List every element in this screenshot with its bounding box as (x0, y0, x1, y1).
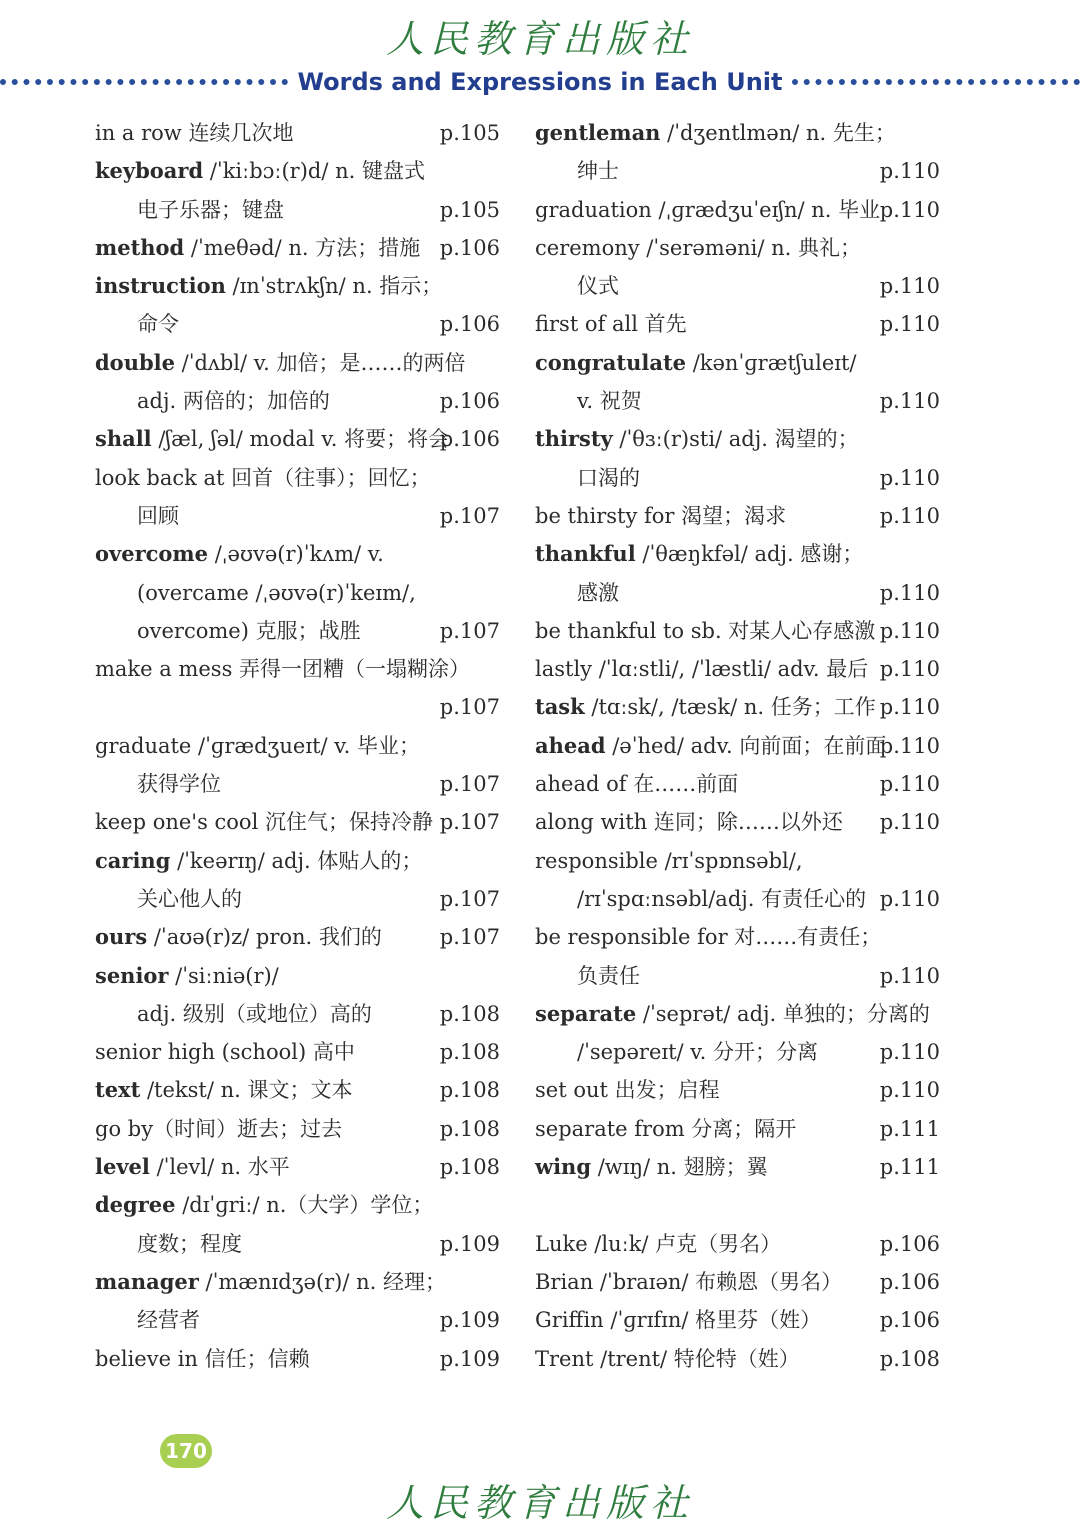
vocab-line (95, 191, 505, 229)
definition: lastly /ˈlɑːstli/, /ˈlæstli/ adv. 最后 (535, 657, 869, 682)
page-reference: p.106 (879, 1269, 940, 1294)
definition: be thankful to sb. 对某人心存感激 (535, 618, 876, 643)
headword: degree (95, 1192, 176, 1218)
vocab-line (535, 1225, 945, 1263)
page-reference: p.106 (439, 312, 500, 337)
definition: graduation /ˌɡrædʒuˈeɪʃn/ n. 毕业 (535, 197, 881, 222)
definition: adj. 级别（或地位）高的 (137, 1001, 372, 1026)
vocab-entry-text (535, 581, 619, 605)
definition: be responsible for 对……有责任； (535, 925, 882, 950)
vocab-line (95, 574, 505, 612)
definition: Luke /luːk/ 卢克（男名） (535, 1231, 782, 1256)
vocab-entry-text (535, 504, 786, 528)
header-dots-left (0, 79, 288, 85)
page-reference: p.111 (879, 1116, 940, 1141)
vocab-entry-text (95, 1193, 433, 1217)
definition: /dɪˈɡriː/ n.（大学）学位； (175, 1193, 434, 1218)
vocab-line (535, 803, 945, 841)
vocab-line (535, 497, 945, 535)
vocab-entry-text (535, 1078, 720, 1102)
definition: /ˈlevl/ n. 水平 (149, 1155, 290, 1180)
page-reference: p.110 (879, 465, 940, 490)
vocab-entry-text (95, 772, 221, 796)
vocab-line (95, 420, 505, 458)
page-reference: p.108 (439, 1078, 500, 1103)
vocab-line (535, 344, 945, 382)
definition: /ˈsiːniə(r)/ (168, 963, 279, 988)
page-reference: p.110 (879, 580, 940, 605)
vocab-entry-text (535, 619, 875, 643)
vocab-line (95, 918, 505, 956)
definition: in a row 连续几次地 (95, 121, 294, 145)
vocab-entry-text (535, 657, 868, 681)
vocab-entry-text (95, 312, 179, 336)
vocab-line (95, 1186, 505, 1224)
vocab-line (535, 1071, 945, 1109)
definition: /wɪŋ/ n. 翅膀；翼 (591, 1155, 768, 1180)
vocab-entry-text (535, 1002, 930, 1026)
vocab-line (535, 1033, 945, 1071)
headword: congratulate (535, 349, 687, 375)
headword: text (95, 1077, 141, 1103)
page-reference: p.109 (439, 1308, 500, 1333)
vocab-entry-text (95, 619, 361, 643)
page-reference: p.110 (879, 772, 940, 797)
vocab-entry-text (535, 964, 640, 988)
vocab-line (535, 535, 945, 573)
definition: first of all 首先 (535, 312, 687, 337)
vocab-entry-text (95, 1155, 290, 1179)
vocab-line (95, 995, 505, 1033)
page-reference: p.107 (439, 772, 500, 797)
headword: double (95, 349, 175, 375)
definition: 感激 (577, 580, 619, 605)
page-reference: p.105 (439, 197, 500, 222)
page-reference: p.107 (439, 886, 500, 911)
vocab-entry-text (95, 351, 465, 375)
definition: /ˈθɜː(r)sti/ adj. 渴望的； (612, 427, 859, 452)
vocab-entry-text (535, 312, 687, 336)
vocab-entry-text (535, 351, 857, 375)
headword: method (95, 234, 185, 260)
definition: 仪式 (577, 274, 619, 299)
vocab-entry-text (95, 581, 416, 605)
vocab-entry-text (535, 236, 861, 260)
vocab-entry-text (95, 849, 422, 873)
definition: graduate /ˈɡrædʒueɪt/ v. 毕业； (95, 733, 420, 758)
vocab-line (95, 880, 505, 918)
vocab-entry-text (535, 925, 881, 949)
vocab-line (95, 497, 505, 535)
definition: /ˈkeərɪŋ/ adj. 体贴人的； (170, 848, 423, 873)
vocab-line (95, 114, 505, 152)
vocab-entry-text (95, 542, 384, 566)
vocab-entry-text (95, 1002, 372, 1026)
definition: along with 连同；除……以外还 (535, 810, 843, 835)
headword: ours (95, 924, 148, 950)
vocab-entry-text (535, 1347, 800, 1371)
vocab-entry-text (95, 734, 420, 758)
definition: /ˈsepəreɪt/ v. 分开；分离 (577, 1040, 819, 1065)
definition: /rɪˈspɑːnsəbl/adj. 有责任心的 (577, 886, 867, 911)
vocab-line (95, 305, 505, 343)
vocab-line (535, 957, 945, 995)
definition: /kənˈɡrætʃuleɪt/ (686, 350, 857, 375)
page-reference: p.106 (439, 427, 500, 452)
definition: /ˈmænɪdʒə(r)/ n. 经理； (198, 1269, 447, 1294)
page-reference: p.110 (879, 695, 940, 720)
definition: /tɑːsk/, /tæsk/ n. 任务；工作 (584, 695, 876, 720)
vocab-line (95, 459, 505, 497)
vocab-entry-text (95, 1347, 310, 1371)
vocab-line (95, 1263, 505, 1301)
vocab-line (535, 918, 945, 956)
definition: adj. 两倍的；加倍的 (137, 389, 330, 414)
definition: Brian /ˈbraɪən/ 布赖恩（男名） (535, 1269, 843, 1294)
vocab-line (535, 1263, 945, 1301)
page-reference: p.111 (879, 1155, 940, 1180)
page-reference: p.110 (879, 274, 940, 299)
definition: 命令 (137, 312, 179, 337)
definition: be thirsty for 渴望；渴求 (535, 503, 787, 528)
vocab-entry-text (535, 389, 642, 413)
vocab-line (95, 1110, 505, 1148)
page-reference: p.109 (439, 1346, 500, 1371)
page-reference: p.110 (879, 503, 940, 528)
definition: 负责任 (577, 963, 640, 988)
page-reference: p.110 (879, 197, 940, 222)
vocab-entry-text (95, 810, 433, 834)
definition: 绅士 (577, 159, 619, 184)
headword: instruction (95, 273, 226, 299)
vocab-line (95, 765, 505, 803)
headword: wing (535, 1154, 592, 1180)
definition: 度数；程度 (137, 1231, 242, 1256)
headword: thankful (535, 541, 636, 567)
page-reference: p.106 (879, 1308, 940, 1333)
vocab-line (535, 152, 945, 190)
right-column (535, 114, 945, 1378)
vocab-line (95, 229, 505, 267)
page-reference: p.107 (439, 925, 500, 950)
vocab-entry-text (535, 734, 886, 758)
vocab-line (535, 191, 945, 229)
definition: 回顾 (137, 503, 179, 528)
page-reference: p.107 (439, 503, 500, 528)
definition: believe in 信任；信赖 (95, 1346, 310, 1371)
headword: level (95, 1154, 150, 1180)
vocab-entry-text (95, 389, 330, 413)
definition: /ˈθæŋkfəl/ adj. 感谢； (635, 542, 864, 567)
definition: /ˌəʊvə(r)ˈkʌm/ v. (208, 542, 384, 567)
vocab-line (95, 344, 505, 382)
vocab-entry-text (535, 1232, 781, 1256)
vocab-entry-text (535, 772, 738, 796)
definition: /ˈmeθəd/ n. 方法；措施 (184, 235, 421, 260)
vocab-entry-text (95, 159, 425, 183)
vocab-entry-text (535, 1040, 818, 1064)
headword: gentleman (535, 120, 661, 145)
vocab-line (535, 1148, 945, 1186)
headword: caring (95, 847, 171, 873)
vocab-line (535, 114, 945, 152)
page-reference: p.108 (439, 1040, 500, 1065)
definition: 关心他人的 (137, 886, 242, 911)
definition: /ˈkiːbɔː(r)d/ n. 键盘式 (203, 159, 425, 184)
vocab-entry-text (535, 542, 863, 566)
vocab-line (535, 842, 945, 880)
vocab-entry-text (95, 198, 284, 222)
vocab-line (95, 842, 505, 880)
vocab-line (535, 574, 945, 612)
vocab-entry-text (535, 1155, 768, 1179)
left-column (95, 114, 505, 1378)
headword: overcome (95, 541, 209, 567)
page-reference: p.110 (879, 159, 940, 184)
definition: set out 出发；启程 (535, 1078, 720, 1103)
definition: Griffin /ˈɡrɪfɪn/ 格里芬（姓） (535, 1308, 822, 1333)
page-reference: p.105 (439, 121, 500, 145)
definition: senior high (school) 高中 (95, 1040, 355, 1065)
page-reference: p.106 (439, 389, 500, 414)
vocab-entry-text (535, 695, 876, 719)
page-reference: p.110 (879, 886, 940, 911)
page-reference: p.108 (439, 1155, 500, 1180)
page-reference: p.107 (439, 618, 500, 643)
definition: /ˈdʒentlmən/ n. 先生； (660, 121, 896, 145)
vocab-line (95, 267, 505, 305)
page-reference: p.110 (879, 312, 940, 337)
vocab-entry-text (535, 887, 866, 911)
definition: /ˈaʊə(r)z/ pron. 我们的 (147, 925, 382, 950)
vocab-line (95, 535, 505, 573)
vocab-entry-text (535, 274, 619, 298)
vocab-entry-text (535, 159, 619, 183)
definition: /əˈhed/ adv. 向前面；在前面 (605, 733, 887, 758)
definition: 获得学位 (137, 772, 221, 797)
definition: /tekst/ n. 课文；文本 (140, 1078, 353, 1103)
definition: /ˈseprət/ adj. 单独的；分离的 (636, 1001, 930, 1026)
page-reference: p.106 (879, 1231, 940, 1256)
definition: ceremony /ˈserəməni/ n. 典礼； (535, 235, 862, 260)
definition: ahead of 在……前面 (535, 772, 739, 797)
headword: thirsty (535, 426, 613, 452)
vocab-entry-text (95, 121, 293, 145)
definition: Trent /trent/ 特伦特（姓） (535, 1346, 800, 1371)
vocab-line (95, 957, 505, 995)
vocab-line (535, 305, 945, 343)
vocab-entry-text (95, 1308, 200, 1332)
definition: make a mess 弄得一团糟（一塌糊涂） (95, 657, 471, 682)
vocab-line (95, 727, 505, 765)
definition: overcome) 克服；战胜 (137, 618, 361, 643)
vocab-line (535, 688, 945, 726)
definition: (overcame /ˌəʊvə(r)ˈkeɪm/, (137, 580, 416, 605)
vocab-entry-text (95, 274, 442, 298)
vocab-entry-text (95, 236, 420, 260)
page-reference: p.110 (879, 810, 940, 835)
headword: separate (535, 1000, 637, 1026)
vocab-entry-text (95, 964, 279, 988)
header-dots-right (792, 79, 1080, 85)
vocab-line (535, 1110, 945, 1148)
section-title: Words and Expressions in Each Unit (297, 68, 783, 96)
vocab-entry-text (535, 810, 843, 834)
page-number: 170 (160, 1434, 212, 1468)
definition: v. 祝贺 (577, 389, 642, 414)
vocab-line (95, 1071, 505, 1109)
vocab-line (95, 1148, 505, 1186)
page-reference: p.110 (879, 618, 940, 643)
definition: separate from 分离；隔开 (535, 1116, 797, 1141)
vocab-entry-text (95, 1232, 242, 1256)
vocab-entry-text (95, 925, 382, 949)
vocab-entry-text (95, 466, 431, 490)
vocab-entry-text (95, 1078, 352, 1102)
page-reference: p.108 (439, 1116, 500, 1141)
vocab-line (95, 382, 505, 420)
vocab-entry-text (535, 198, 880, 222)
page-reference: p.110 (879, 733, 940, 758)
vocab-line (95, 688, 505, 726)
vocab-line (535, 1340, 945, 1378)
vocab-entry-text (95, 657, 470, 681)
vocab-line (535, 995, 945, 1033)
vocab-line (535, 765, 945, 803)
definition: look back at 回首（往事）；回忆； (95, 465, 431, 490)
vocab-entry-text (535, 466, 640, 490)
definition: /ʃæl, ʃəl/ modal v. 将要；将会 (151, 427, 450, 452)
vocab-line (95, 1225, 505, 1263)
vocab-entry-text (95, 1040, 355, 1064)
vocab-entry-text (535, 1270, 842, 1294)
section-header (0, 64, 1080, 100)
vocab-entry-text (95, 427, 449, 451)
vocab-entry-text (95, 504, 179, 528)
definition: 电子乐器；键盘 (137, 197, 284, 222)
publisher-logo-top: 人民教育出版社 (385, 17, 694, 61)
vocab-line (535, 612, 945, 650)
vocab-line (95, 612, 505, 650)
vocab-line (535, 650, 945, 688)
definition: /ˈdʌbl/ v. 加倍；是……的两倍 (174, 350, 466, 375)
headword: shall (95, 426, 152, 452)
headword: keyboard (95, 158, 204, 184)
page-reference: p.110 (879, 389, 940, 414)
page-reference: p.110 (879, 1040, 940, 1065)
page-reference: p.106 (439, 235, 500, 260)
headword: ahead (535, 732, 606, 758)
page-reference: p.110 (879, 963, 940, 988)
definition: go by（时间）逝去；过去 (95, 1116, 343, 1141)
vocab-line (535, 382, 945, 420)
vocab-line (95, 152, 505, 190)
headword: manager (95, 1268, 199, 1294)
vocab-line (535, 727, 945, 765)
definition: keep one's cool 沉住气；保持冷静 (95, 810, 433, 835)
vocab-line (95, 1340, 505, 1378)
publisher-logo-bottom: 人民教育出版社 (385, 1481, 694, 1525)
page-reference: p.108 (879, 1346, 940, 1371)
page-reference: p.110 (879, 657, 940, 682)
vocab-line (95, 1301, 505, 1339)
vocab-line (535, 420, 945, 458)
vocab-line (95, 1033, 505, 1071)
definition: responsible /rɪˈspɒnsəbl/, (535, 848, 803, 873)
page-reference: p.108 (439, 1001, 500, 1026)
vocab-entry-text (95, 1117, 342, 1141)
vocab-entry-text (95, 1270, 446, 1294)
page-reference: p.107 (439, 810, 500, 835)
vocab-line (535, 229, 945, 267)
definition: 经营者 (137, 1308, 200, 1333)
vocab-line (535, 880, 945, 918)
vocab-line (535, 1301, 945, 1339)
vocab-entry-text (535, 121, 896, 145)
definition: 口渴的 (577, 465, 640, 490)
page-reference: p.110 (879, 1078, 940, 1103)
vocab-line (535, 459, 945, 497)
page-reference: p.107 (439, 695, 500, 720)
vocab-entry-text (535, 1308, 821, 1332)
vocab-entry-text (535, 427, 859, 451)
entry-spacer (535, 1186, 945, 1224)
page-reference: p.109 (439, 1231, 500, 1256)
vocab-line (95, 803, 505, 841)
vocab-entry-text (535, 849, 803, 873)
vocab-line (95, 650, 505, 688)
vocab-entry-text (95, 887, 242, 911)
headword: task (535, 694, 585, 720)
vocab-entry-text (535, 1117, 796, 1141)
headword: senior (95, 962, 169, 988)
vocab-line (535, 267, 945, 305)
definition: /ɪnˈstrʌkʃn/ n. 指示； (225, 274, 443, 299)
